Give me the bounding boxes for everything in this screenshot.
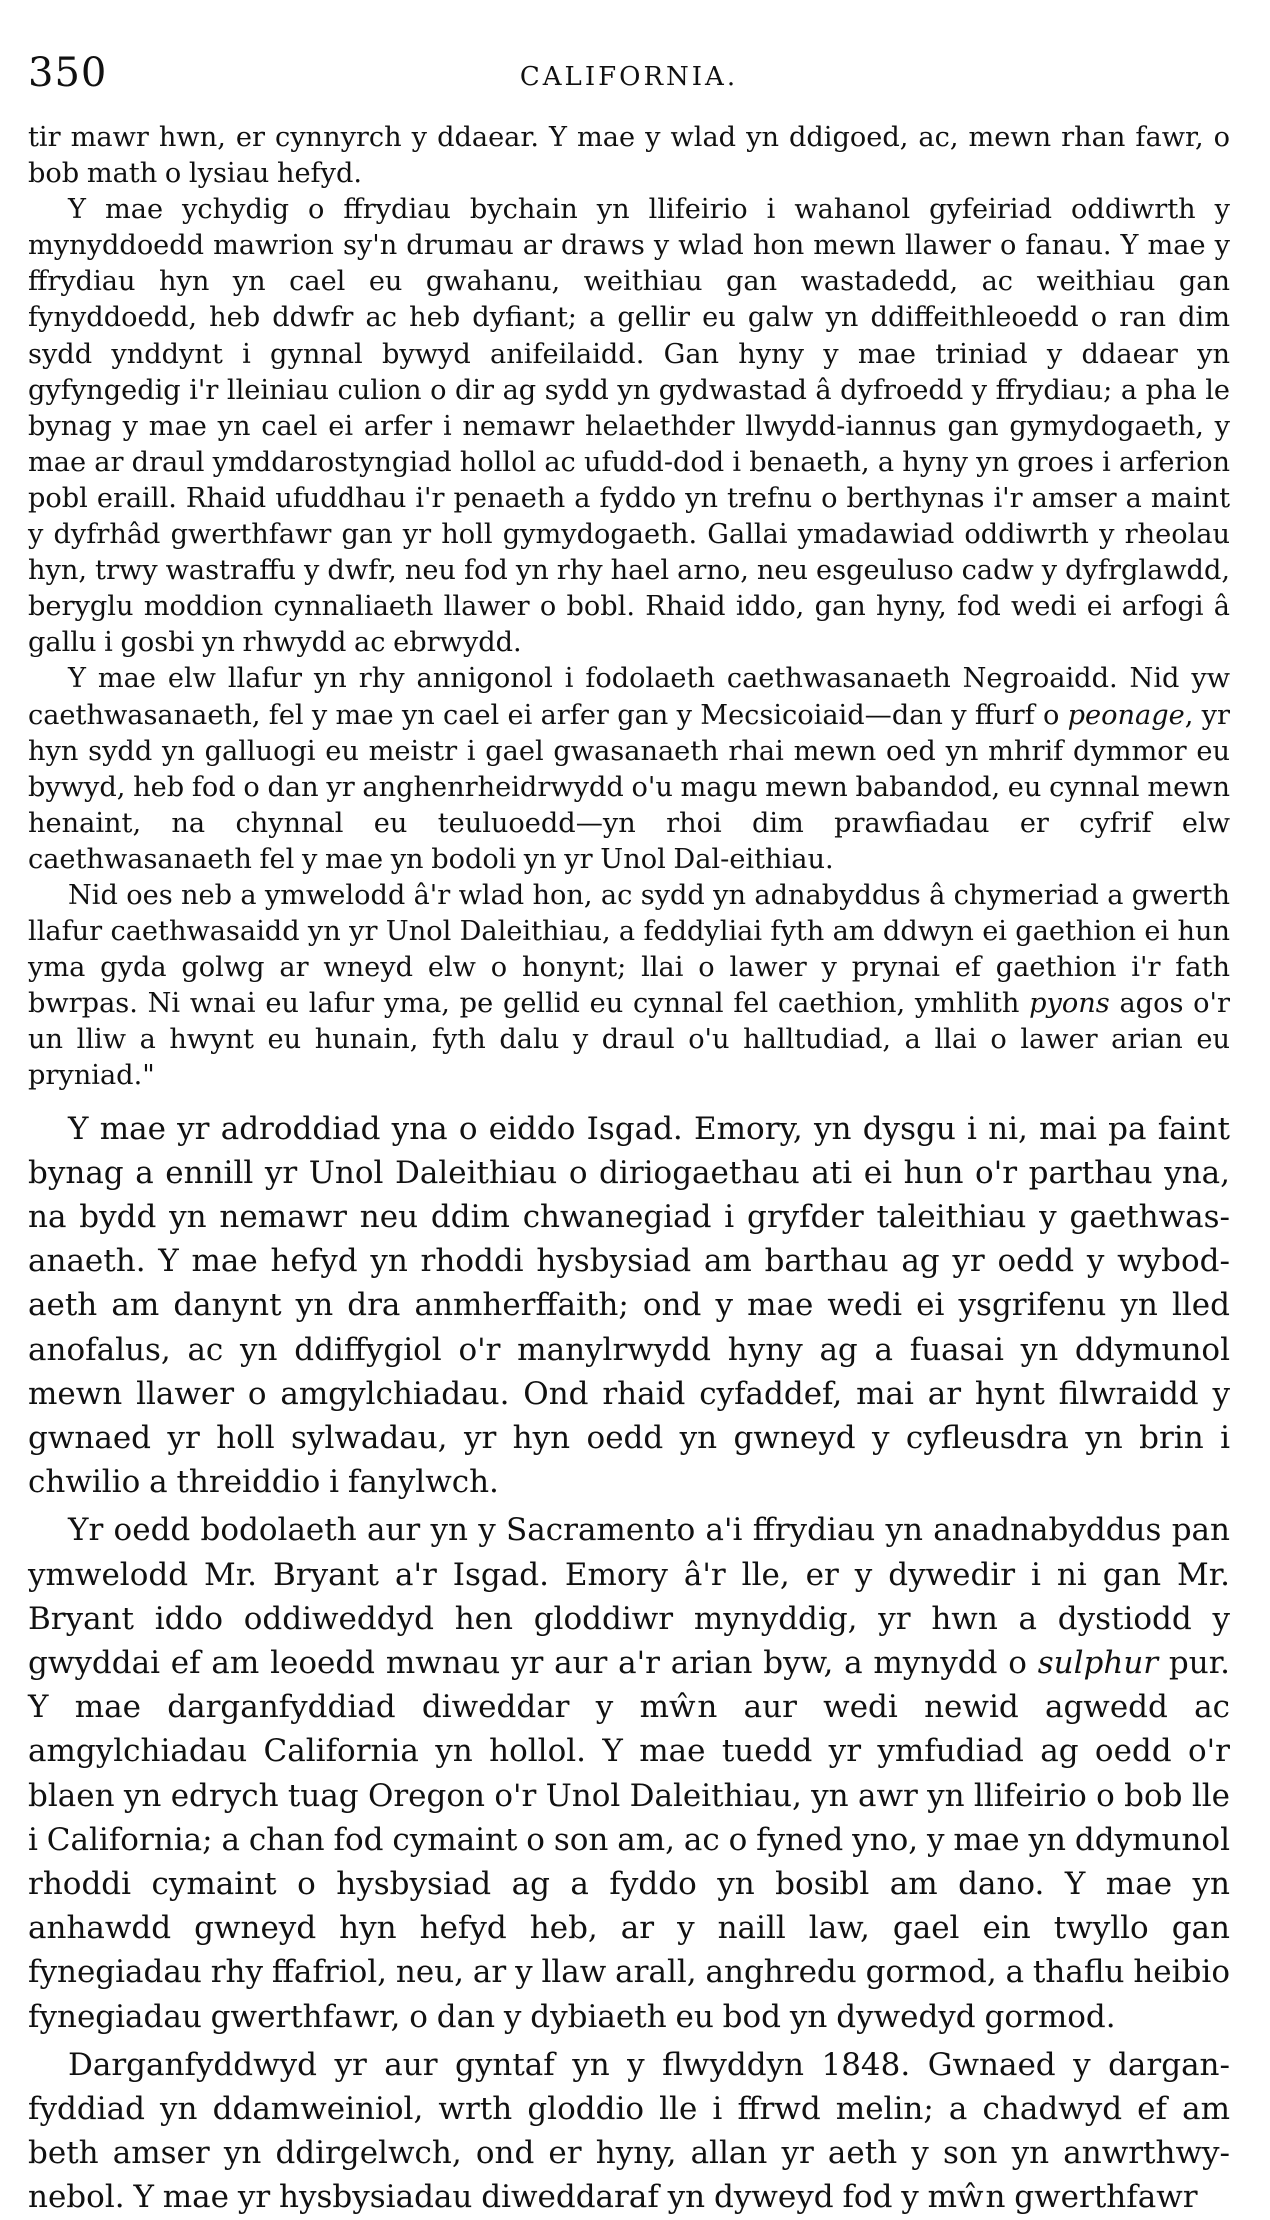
italic-term: sulphur — [1037, 1644, 1159, 1681]
text-run: , yr hyn sydd yn galluogi eu meistr i gael gwasanaeth rhai mewn oed yn mhrif dymmor eu bywyd, heb fod o dan yr anghenrheidrwydd o'u magu mewn babandod, eu cynnal mewn henaint, na chynnal eu teuluoedd—yn rhoi dim prawfiadau er cyfrif elw caethwasanaeth fel y mae yn bodoli yn yr Unol Dal-eithiau. — [28, 699, 1231, 875]
quote-paragraph — [28, 878, 1230, 1095]
body-paragraph — [28, 1107, 1230, 1505]
quote-paragraph — [28, 120, 1230, 192]
running-title: CALIFORNIA. — [519, 62, 739, 92]
quote-paragraph — [28, 661, 1230, 878]
italic-term: peonage — [1067, 699, 1185, 731]
quoted-report — [28, 120, 1230, 1095]
body-paragraph — [28, 1508, 1230, 2038]
text-run: Darganfyddwyd yr aur gyntaf yn y flwyddyn 1848. Gwnaed y dargan-fyddiad yn ddamweiniol, wrth gloddio lle i ffrwd melin; a chadwyd ef am beth amser yn ddirgelwch, ond er hyny, allan yr aeth y son yn anwrthwy-nebol. Y mae yr hysbysiadau diweddaraf yn dyweyd fod y mŵn gwerthfawr — [28, 2046, 1230, 2216]
quote-paragraph — [28, 192, 1230, 661]
text-run: Nid oes neb a ymwelodd â'r wlad hon, ac sydd yn adnabyddus â chymeriad a gwerth llafur caethwasaidd yn yr Unol Daleithiau, a feddyliai fyth am ddwyn ei gaethion ei hun yma gyda golwg ar wneyd elw o honynt; llai o lawer y prynai ef gaethion i'r fath bwrpas. Ni wnai eu lafur yma, pe gellid eu cynnal fel caethion, ymhlith — [28, 879, 1230, 1020]
text-run: Yr oedd bodolaeth aur yn y Sacramento a'i ffrydiau yn anadnabyddus pan ymwelodd Mr. Bryant a'r Isgad. Emory â'r lle, er y dywedir i ni gan Mr. Bryant iddo oddiweddyd hen gloddiwr mynyddig, yr hwn a dystiodd y gwyddai ef am leoedd mwnau yr aur a'r arian byw, a mynydd o — [28, 1512, 1230, 1681]
text-run: Y mae elw llafur yn rhy annigonol i fodolaeth caethwasanaeth Negroaidd. Nid yw caethwasanaeth, fel y mae yn cael ei arfer gan y Mecsicoiaid—dan y ffurf o — [28, 663, 1230, 731]
page-number: 350 — [28, 50, 108, 96]
text-run: agos o'r un lliw a hwynt eu hunain, fyth dalu y draul o'u halltudiad, a llai o lawer arian eu pryniad." — [28, 988, 1230, 1092]
book-page — [28, 50, 1230, 2220]
text-run: Y mae ychydig o ffrydiau bychain yn llifeirio i wahanol gyfeiriad oddiwrth y mynyddoedd mawrion sy'n drumau ar draws y wlad hon mewn llawer o fanau. Y mae y ffrydiau hyn yn cael eu gwahanu, weithiau gan wastadedd, ac weithiau gan fynyddoedd, heb ddwfr ac heb dyfiant; a gellir eu galw yn ddiffeithleoedd o ran dim sydd ynddynt i gynnal bywyd anifeilaidd. Gan hyny y mae triniad y ddaear yn gyfyngedig i'r lleiniau culion o dir ag sydd yn gydwastad â dyfroedd y ffrydiau; a pha le bynag y mae yn cael ei arfer i nemawr helaethder llwydd-iannus gan gymydogaeth, y mae ar draul ymddarostyngiad hollol ac ufudd-dod i benaeth, a hyny yn groes i arferion pobl eraill. Rhaid ufuddhau i'r penaeth a fyddo yn trefnu o berthynas i'r amser a maint y dyfrhâd gwerthfawr gan yr holl gymydogaeth. Gallai ymadawiad oddiwrth y rheolau hyn, trwy wastraffu y dwfr, neu fod yn rhy hael arno, neu esgeuluso cadw y dyfrglawdd, beryglu moddion cynnaliaeth llawer o bobl. Rhaid iddo, gan hyny, fod wedi ei arfogi â gallu i gosbi yn rhwydd ac ebrwydd. — [28, 194, 1230, 659]
page-header — [28, 50, 1230, 120]
main-text — [28, 1107, 1230, 2220]
body-paragraph — [28, 2043, 1230, 2220]
text-run: pur. Y mae darganfyddiad diweddar y mŵn aur wedi newid agwedd ac amgylchiadau California yn hollol. Y mae tuedd yr ymfudiad ag oedd o'r blaen yn edrych tuag Oregon o'r Unol Daleithiau, yn awr yn llifeirio o bob lle i California; a chan fod cymaint o son am, ac o fyned yno, y mae yn ddymunol rhoddi cymaint o hysbysiad ag a fyddo yn bosibl am dano. Y mae yn anhawdd gwneyd hyn hefyd heb, ar y naill law, gael ein twyllo gan fynegiadau rhy ffafriol, neu, ar y llaw arall, anghredu gormod, a thaflu heibio fynegiadau gwerthfawr, o dan y dybiaeth eu bod yn dywedyd gormod. — [28, 1644, 1231, 2035]
text-run: tir mawr hwn, er cynnyrch y ddaear. Y mae y wlad yn ddigoed, ac, mewn rhan fawr, o bob math o lysiau hefyd. — [28, 122, 1230, 190]
italic-term: pyons — [1029, 988, 1110, 1020]
text-run: Y mae yr adroddiad yna o eiddo Isgad. Emory, yn dysgu i ni, mai pa faint bynag a ennill yr Unol Daleithiau o diriogaethau ati ei hun o'r parthau yna, na bydd yn nemawr neu ddim chwanegiad i gryfder taleithiau y gaethwas-anaeth. Y mae hefyd yn rhoddi hysbysiad am barthau ag yr oedd y wybod-aeth am danynt yn dra anmherffaith; ond y mae wedi ei ysgrifenu yn lled anofalus, ac yn ddiffygiol o'r manylrwydd hyny ag a fuasai yn ddymunol mewn llawer o amgylchiadau. Ond rhaid cyfaddef, mai ar hynt filwraidd y gwnaed yr holl sylwadau, yr hyn oedd yn gwneyd y cyfleusdra yn brin i chwilio a threiddio i fanylwch. — [28, 1110, 1230, 1501]
